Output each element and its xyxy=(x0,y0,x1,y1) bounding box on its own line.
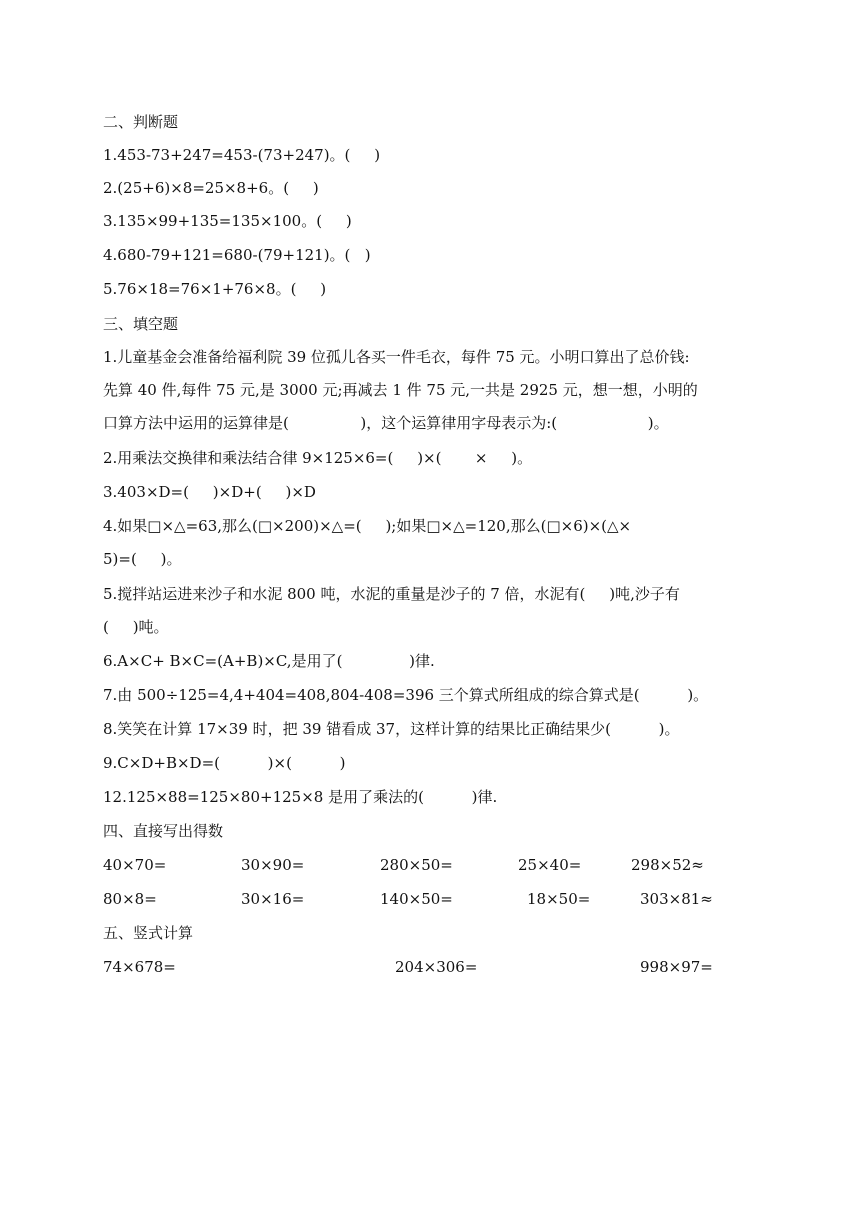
fill-item: 口算方法中运用的运算律是( )，这个运算律用字母表示为:( )。 xyxy=(103,414,669,432)
section-heading-judge: 二、判断题 xyxy=(103,113,179,131)
fill-item: 3.403×D=( )×D+( )×D xyxy=(103,483,316,501)
fill-item: 12.125×88=125×80+125×8 是用了乘法的( )律. xyxy=(103,788,498,806)
direct-problem: 25×40= xyxy=(518,856,582,874)
judge-item: 1.453-73+247=453-(73+247)。( ) xyxy=(103,146,381,164)
judge-item: 2.(25+6)×8=25×8+6。( ) xyxy=(103,179,319,197)
judge-item: 5.76×18=76×1+76×8。( ) xyxy=(103,280,327,298)
direct-problem: 303×81≈ xyxy=(640,890,713,908)
fill-item: 1.儿童基金会准备给福利院 39 位孤儿各买一件毛衣，每件 75 元。小明口算出了总价钱: xyxy=(103,348,690,366)
fill-item: 8.笑笑在计算 17×39 时，把 39 错看成 37，这样计算的结果比正确结果少( )。 xyxy=(103,720,680,738)
fill-item: 5)=( )。 xyxy=(103,550,182,568)
vertical-problem: 74×678= xyxy=(103,958,176,976)
fill-item: ( )吨。 xyxy=(103,618,169,636)
direct-problem: 80×8= xyxy=(103,890,157,908)
direct-problem: 30×90= xyxy=(241,856,305,874)
fill-item: 9.C×D+B×D=( )×( ) xyxy=(103,754,346,772)
direct-problem: 140×50= xyxy=(380,890,453,908)
fill-item: 6.A×C+ B×C=(A+B)×C,是用了( )律. xyxy=(103,652,435,670)
judge-item: 4.680-79+121=680-(79+121)。( ) xyxy=(103,246,371,264)
section-heading-fill: 三、填空题 xyxy=(103,315,179,333)
section-heading-vertical: 五、竖式计算 xyxy=(103,924,194,942)
direct-problem: 30×16= xyxy=(241,890,305,908)
direct-problem: 40×70= xyxy=(103,856,167,874)
vertical-problem: 998×97= xyxy=(640,958,713,976)
direct-problem: 18×50= xyxy=(527,890,591,908)
fill-item: 4.如果□×△=63,那么(□×200)×△=( );如果□×△=120,那么(□×6)×(△× xyxy=(103,517,632,535)
fill-item: 2.用乘法交换律和乘法结合律 9×125×6=( )×( × )。 xyxy=(103,449,533,467)
direct-problem: 280×50= xyxy=(380,856,453,874)
vertical-problem: 204×306= xyxy=(395,958,478,976)
fill-item: 先算 40 件,每件 75 元,是 3000 元;再减去 1 件 75 元,一共是 2925 元，想一想，小明的 xyxy=(103,381,698,399)
judge-item: 3.135×99+135=135×100。( ) xyxy=(103,212,352,230)
section-heading-direct: 四、直接写出得数 xyxy=(103,822,224,840)
direct-problem: 298×52≈ xyxy=(631,856,704,874)
fill-item: 7.由 500÷125=4,4+404=408,804-408=396 三个算式所组成的综合算式是( )。 xyxy=(103,686,709,704)
fill-item: 5.搅拌站运进来沙子和水泥 800 吨，水泥的重量是沙子的 7 倍，水泥有( )吨,沙子有 xyxy=(103,585,680,603)
